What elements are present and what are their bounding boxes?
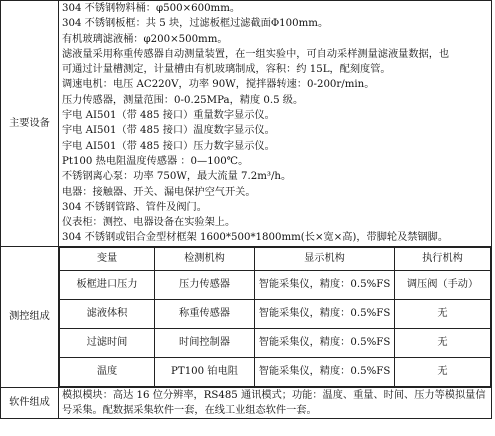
cell-actuator: 无 [395,299,491,328]
cell-variable: 过滤时间 [60,328,155,357]
measurement-content [59,246,492,387]
equipment-line: 宇电 AI501（带 485 接口）温度数字显示仪。 [62,125,275,137]
table-row [60,299,491,328]
cell-display: 智能采集仪，精度：0.5%FS [255,270,395,299]
equipment-line: 宇电 AI501（带 485 接口）压力数字显示仪。 [62,140,275,152]
header-actuator: 执行机构 [395,247,491,270]
equipment-line: 仪表柜：测控、电器设备在实验架上。 [62,217,236,229]
main-equipment-content [59,1,492,247]
software-label: 软件组成 [1,387,59,418]
equipment-line: Pt100 热电阻温度传感器 ：0—100℃。 [62,155,249,167]
cell-detector: 时间控制器 [155,328,255,357]
cell-variable: 滤液体积 [60,299,155,328]
measurement-label: 测控组成 [1,246,59,387]
equipment-line: 调速电机：电压 AC220V，功率 90W，搅拌器转速：0-200r/min。 [62,79,375,91]
measurement-row [1,246,492,387]
header-display: 显示机构 [255,247,395,270]
measurement-header-row [60,247,491,270]
main-equipment-label: 主要设备 [1,1,59,247]
cell-display: 智能采集仪，精度：0.5%FS [255,328,395,357]
equipment-line: 宇电 AI501（带 485 接口）重量数字显示仪。 [62,110,275,122]
cell-variable: 温度 [60,357,155,386]
equipment-line: 压力传感器，测量范围：0-0.25MPa，精度 0.5 级。 [62,94,304,106]
software-row [1,387,492,418]
software-content [59,387,492,418]
cell-display: 智能采集仪，精度：0.5%FS [255,299,395,328]
cell-actuator: 调压阀（手动） [395,270,491,299]
equipment-line: 304 不锈钢或铝合金型材框架 1600*500*1800mm(长×宽×高)，带脚轮及禁锢脚。 [62,232,449,244]
cell-actuator: 无 [395,328,491,357]
equipment-line: 不锈钢离心泵：功率 750W，最大流量 7.2m³/h。 [62,171,292,183]
equipment-line: 可通过计量槽测定，计量槽由有机玻璃制成，容积：约 15L，配刻度管。 [62,64,391,76]
software-text: 模拟模块：高达 16 位分辨率，RS485 通讯模式；功能：温度、重量、时间、压力等模拟量信号采集。配数据采集软件一套，在线工业组态软件一套。 [62,389,486,416]
cell-variable: 板框进口压力 [60,270,155,299]
header-detector: 检测机构 [155,247,255,270]
cell-detector: 压力传感器 [155,270,255,299]
main-equipment-row [1,1,492,247]
equipment-line: 304 不锈钢管路、管件及阀门。 [62,201,207,213]
cell-actuator: 无 [395,357,491,386]
table-row [60,270,491,299]
equipment-line: 电器：接触器、开关、漏电保护空气开关。 [62,186,256,198]
table-row [60,357,491,386]
equipment-line: 有机玻璃滤液桶：φ200×500mm。 [62,33,228,45]
cell-detector: 称重传感器 [155,299,255,328]
equipment-line: 滤液量采用称重传感器自动测量装置，在一组实验中，可自动采样测量滤液量数据，也 [62,48,450,60]
measurement-table [59,247,491,387]
equipment-line: 304 不锈钢板框：共 5 块，过滤板框过滤截面Φ100mm。 [62,18,329,30]
equipment-line: 304 不锈钢物料桶：φ500×600mm。 [62,3,241,14]
cell-detector: PT100 铂电阻 [155,357,255,386]
table-row [60,328,491,357]
header-variable: 变量 [60,247,155,270]
cell-display: 智能采集仪，精度：0.5%FS [255,357,395,386]
